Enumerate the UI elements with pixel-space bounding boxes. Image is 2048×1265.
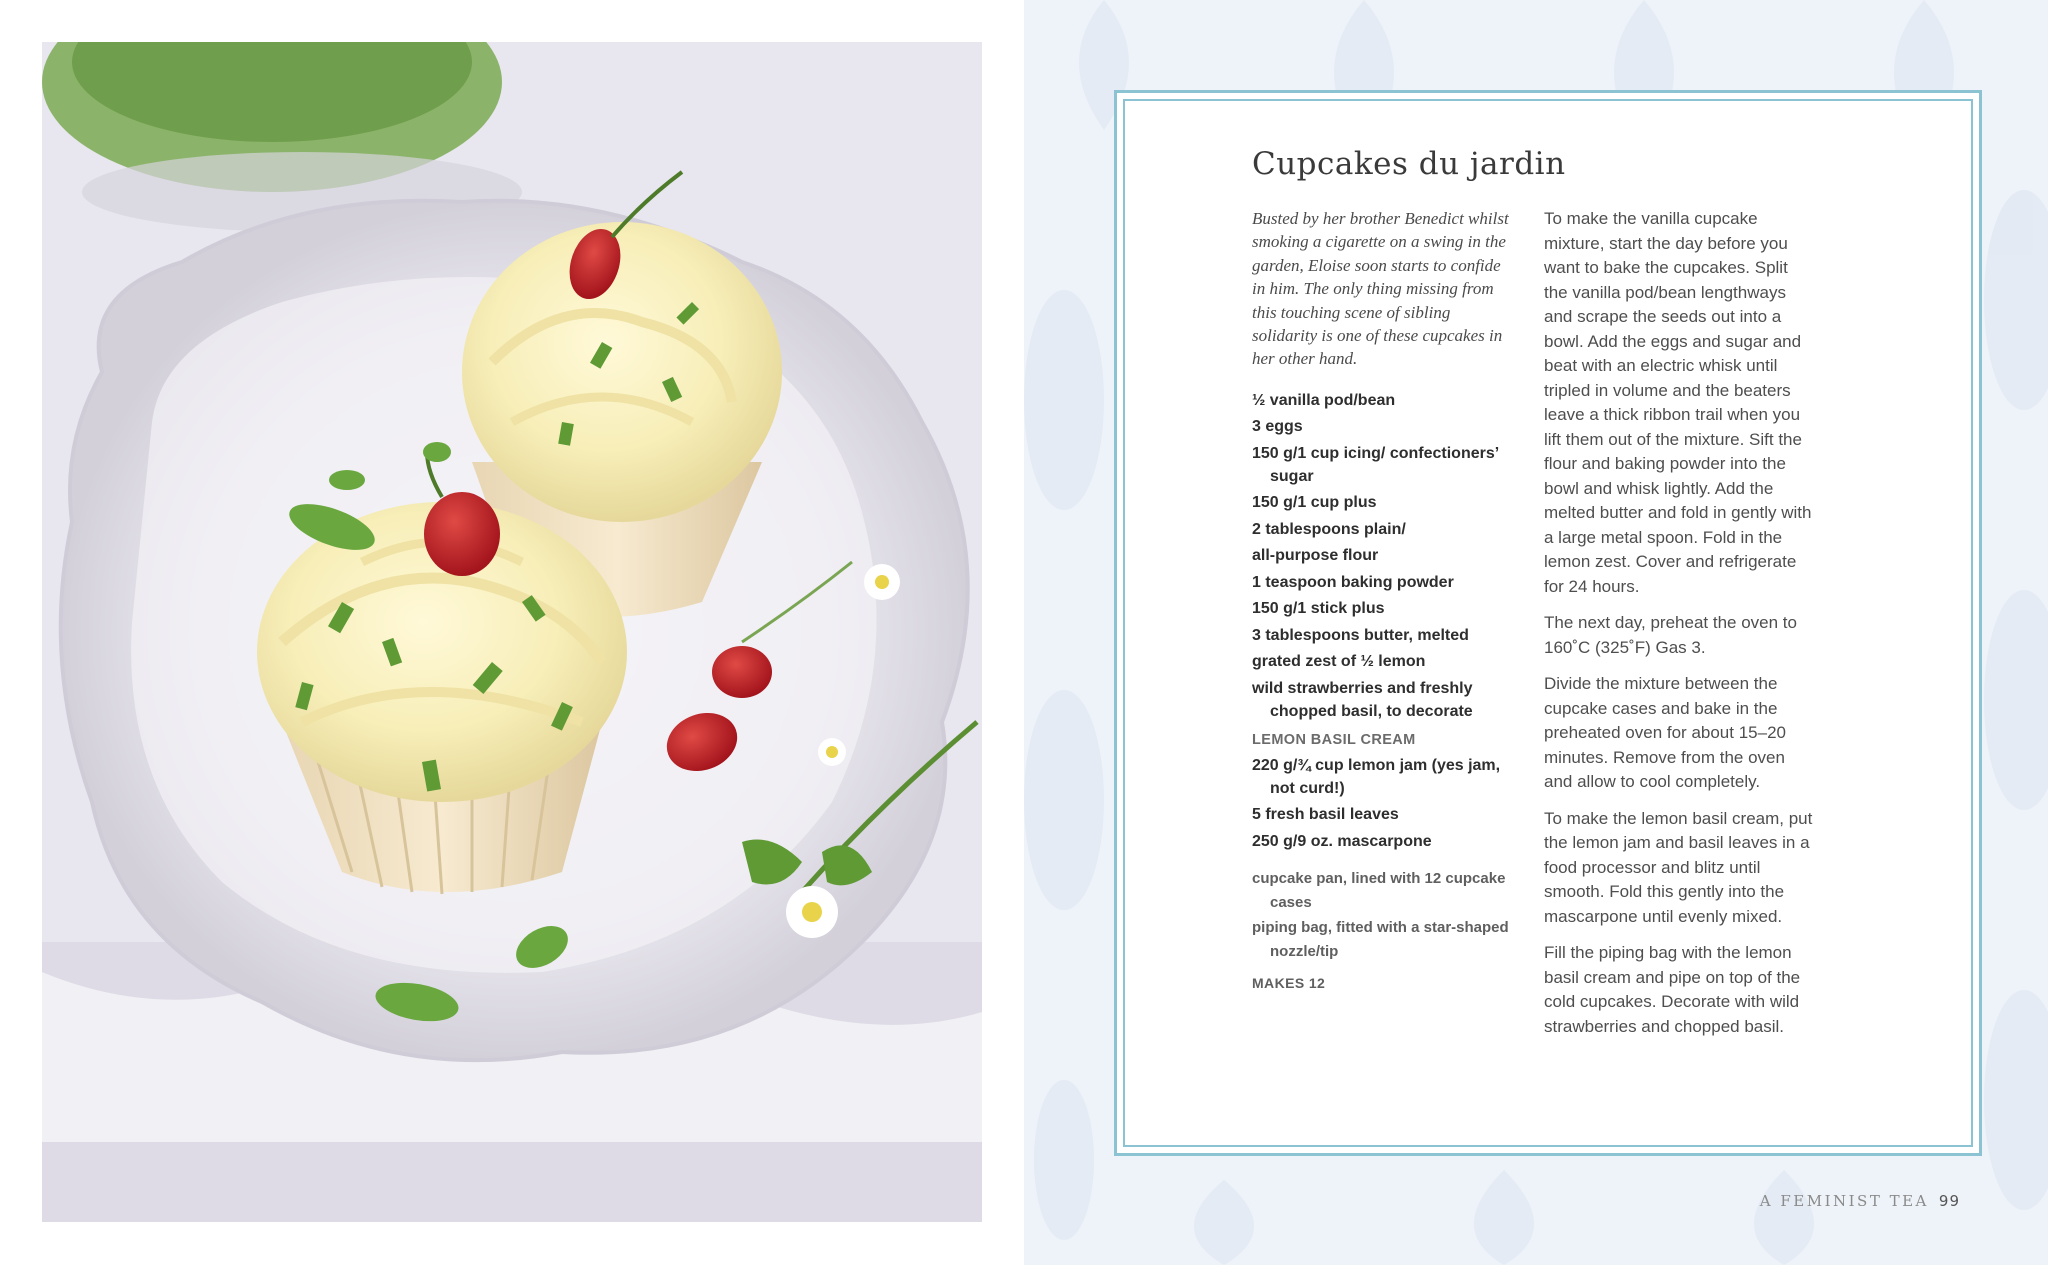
equipment-item: piping bag, fitted with a star-shaped nozzle/tip <box>1252 918 1509 961</box>
ingredient-item: 150 g/1 stick plus <box>1252 600 1385 618</box>
ingredient-item: all-purpose flour <box>1252 547 1379 565</box>
ingredient-item: 3 tablespoons butter, melted <box>1252 626 1469 644</box>
cream-ingredient-item: 5 fresh basil leaves <box>1252 806 1399 824</box>
ingredient-item: 150 g/1 cup plus <box>1252 494 1377 512</box>
cupcake-illustration <box>42 42 982 1222</box>
right-page <box>1024 0 2048 1265</box>
ingredient-item: 150 g/1 cup icing/ confectioners’ sugar <box>1252 444 1499 485</box>
recipe-heading <box>1252 146 1812 182</box>
ingredient-item: 2 tablespoons plain/ <box>1252 520 1406 538</box>
ingredient-item: 1 teaspoon baking powder <box>1252 573 1454 591</box>
section-title: A FEMINIST TEA <box>1759 1192 1929 1210</box>
cream-ingredient-item: 220 g/¾ cup lemon jam (yes jam, not curd!) <box>1252 756 1501 797</box>
recipe-title: Cupcakes du jardin <box>1252 146 1566 182</box>
ingredients-column <box>1252 207 1517 991</box>
ingredient-item: 3 eggs <box>1252 418 1303 436</box>
ingredient-list <box>1252 389 1517 723</box>
cream-ingredient-list <box>1252 754 1517 853</box>
recipe-yield: MAKES 12 <box>1252 974 1326 991</box>
cupcake-photo <box>42 42 982 1222</box>
page-footer <box>1760 1192 1960 1210</box>
method-step: The next day, preheat the oven to 160˚C (325˚F) Gas 3. <box>1544 613 1797 657</box>
page-number: 99 <box>1938 1192 1960 1210</box>
method-column <box>1544 207 1814 1051</box>
method-step: To make the lemon basil cream, put the lemon jam and basil leaves in a food processor and blitz until smooth. Fold this gently into the mascarpone until evenly mixed. <box>1544 808 1813 926</box>
method-step: Divide the mixture between the cupcake cases and bake in the preheated oven for about 15–20 minutes. Remove from the oven and allow to cool completely. <box>1544 674 1786 791</box>
ingredient-item: grated zest of ½ lemon <box>1252 653 1426 671</box>
equipment-item: cupcake pan, lined with 12 cupcake cases <box>1252 869 1506 912</box>
cream-subheading: LEMON BASIL CREAM <box>1252 731 1416 748</box>
cream-ingredient-item: 250 g/9 oz. mascarpone <box>1252 832 1432 850</box>
method-step: To make the vanilla cupcake mixture, start the day before you want to bake the cupcakes. Split the vanilla pod/bean lengthways and scrape the seeds out into a bowl. Add the eggs and sugar and beat with an electric whisk until tripled in volume and the beaters leave a thick ribbon trail when you lift them out of the mixture. Sift the flour and baking powder into the bowl and whisk lightly. Add the melted butter and fold in gently with a large metal spoon. Fold in the lemon zest. Cover and refrigerate for 24 hours. <box>1544 209 1812 596</box>
method-step: Fill the piping bag with the lemon basil cream and pipe on top of the cold cupcakes. Decorate with wild strawberries and chopped basil. <box>1544 943 1801 1036</box>
ingredient-item: wild strawberries and freshly chopped basil, to decorate <box>1252 679 1473 720</box>
recipe-intro: Busted by her brother Benedict whilst smoking a cigarette on a swing in the garden, Eloise soon starts to confide in him. The only thing missing from this touching scene of sibling solidarity is one of these cupcakes in her other hand. <box>1252 209 1509 369</box>
ingredient-item: ½ vanilla pod/bean <box>1252 391 1396 409</box>
